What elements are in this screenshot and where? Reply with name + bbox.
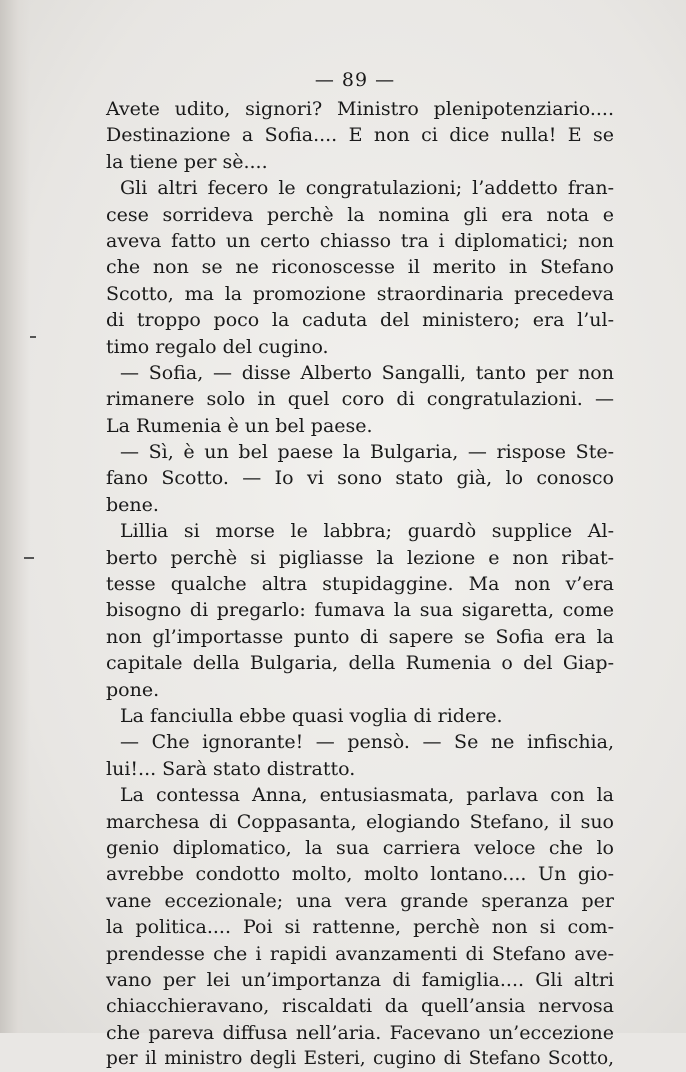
text-line: — Sì, è un bel paese la Bulgaria, — rispose Ste-: [120, 441, 614, 464]
text-line: non gl’importasse punto di sapere se Sofia era la: [106, 625, 614, 648]
text-line: La fanciulla ebbe quasi voglia di ridere.: [120, 704, 503, 727]
margin-mark: [24, 557, 34, 559]
text-line: La Rumenia è un bel paese.: [106, 414, 373, 437]
text-line: lui!... Sarà stato distratto.: [106, 757, 356, 780]
text-line: di troppo poco la caduta del ministero; era l’ul-: [106, 309, 614, 332]
text-line: capitale della Bulgaria, della Rumenia o del Giap-: [106, 652, 614, 675]
text-line: chiacchieravano, riscaldati da quell’ansia nervosa: [106, 995, 614, 1018]
text-line: La contessa Anna, entusiasmata, parlava con la: [120, 784, 614, 807]
text-line: fano Scotto. — Io vi sono stato già, lo conosco: [106, 467, 614, 490]
text-line: la tiene per sè....: [106, 150, 268, 173]
text-line: bene.: [106, 493, 159, 516]
text-line: la politica.... Poi si rattenne, perchè non si com-: [106, 916, 614, 939]
body-text: [106, 96, 614, 1072]
text-line: prendesse che i rapidi avanzamenti di Stefano ave-: [106, 942, 614, 965]
text-line: bisogno di pregarlo: fumava la sua sigaretta, come: [106, 599, 614, 622]
text-line: che non se ne riconoscesse il merito in Stefano: [106, 256, 614, 279]
margin-mark: [30, 336, 36, 338]
text-line: vane eccezionale; una vera grande speranza per: [106, 889, 614, 912]
text-line: pone.: [106, 678, 160, 701]
text-line: — Che ignorante! — pensò. — Se ne infischia,: [120, 731, 614, 754]
text-line: per il ministro degli Esteri, cugino di Stefano Scotto,: [106, 1048, 614, 1070]
text-line: Lillia si morse le labbra; guardò supplice Al-: [120, 520, 614, 543]
text-line: avrebbe condotto molto, molto lontano.... Un gio-: [106, 863, 614, 886]
text-line: rimanere solo in quel coro di congratulazioni. —: [106, 388, 614, 411]
text-line: Scotto, ma la promozione straordinaria precedeva: [106, 282, 614, 305]
binding-edge: [0, 0, 30, 1033]
text-line: Gli altri fecero le congratulazioni; l’addetto fran-: [120, 177, 614, 200]
text-line: marchesa di Coppasanta, elogiando Stefano, il suo: [106, 810, 614, 833]
text-line: vano per lei un’importanza di famiglia.... Gli altri: [106, 968, 614, 991]
text-line: genio diplomatico, la sua carriera veloce che lo: [106, 836, 614, 859]
text-line: cese sorrideva perchè la nomina gli era nota e: [106, 203, 614, 226]
text-line: Destinazione a Sofia.... E non ci dice nulla! E se: [106, 124, 614, 147]
text-line: berto perchè si pigliasse la lezione e non ribat-: [106, 546, 614, 569]
text-line: — Sofia, — disse Alberto Sangalli, tanto per non: [120, 361, 614, 384]
page-number: — 89 —: [314, 69, 396, 91]
text-line: tesse qualche altra stupidaggine. Ma non v’era: [106, 573, 614, 596]
text-line: che pareva diffusa nell’aria. Facevano un’eccezione: [106, 1021, 614, 1044]
text-line: aveva fatto un certo chiasso tra i diplomatici; non: [106, 229, 614, 252]
text-line: Avete udito, signori? Ministro plenipotenziario....: [106, 98, 614, 120]
text-line: timo regalo del cugino.: [106, 335, 329, 358]
